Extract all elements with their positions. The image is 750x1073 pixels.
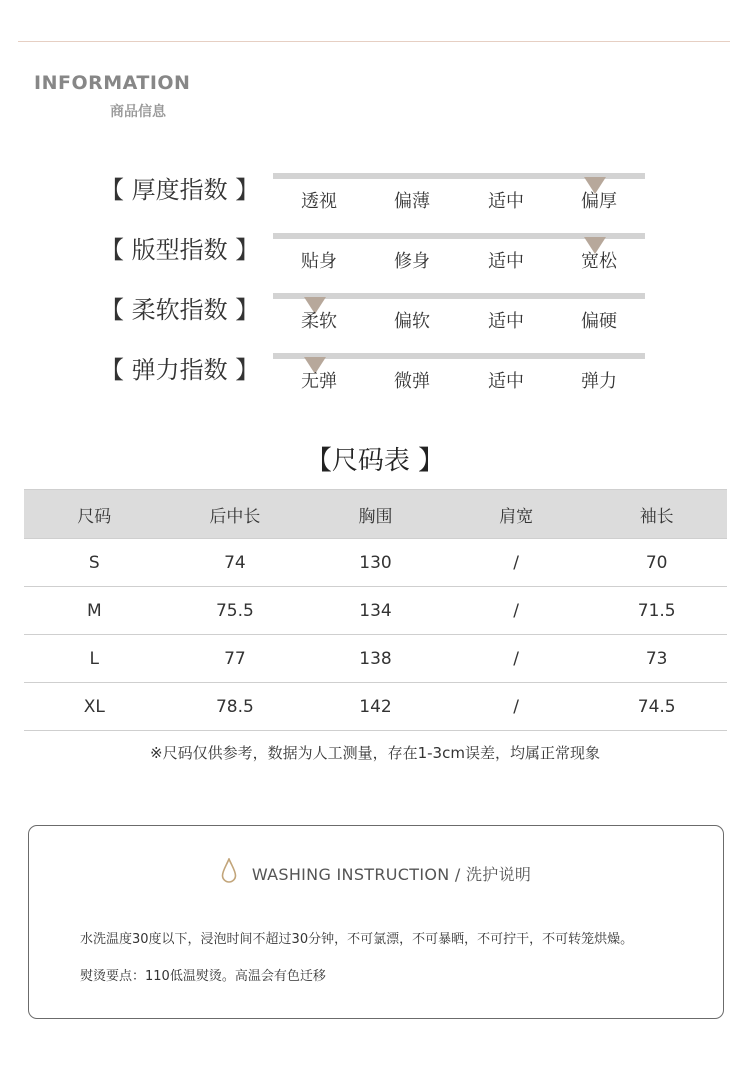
size-column-header: 肩宽 [446, 490, 587, 539]
size-chart-title: 【尺码表 】 [305, 446, 445, 476]
index-label: 【 厚度指数 】 [100, 176, 260, 204]
table-cell: / [446, 539, 587, 587]
washing-title: WASHING INSTRUCTION / 洗护说明 [251, 864, 532, 884]
table-row [24, 683, 727, 731]
index-row [0, 230, 750, 280]
index-option: 弹力 [581, 371, 617, 392]
table-cell: 138 [305, 635, 446, 683]
ironing-text-line: 熨烫要点：110低温熨烫。高温会有色迁移 [80, 969, 326, 984]
table-cell: L [24, 635, 165, 683]
index-row [0, 170, 750, 220]
table-row [24, 539, 727, 587]
table-cell: / [446, 683, 587, 731]
table-cell: S [24, 539, 165, 587]
size-table [24, 489, 727, 731]
index-option: 偏薄 [394, 191, 430, 212]
index-option: 宽松 [581, 251, 617, 272]
table-cell: / [446, 587, 587, 635]
index-option: 修身 [394, 251, 430, 272]
index-option: 微弹 [394, 371, 430, 392]
washing-instruction-box [28, 825, 724, 1019]
index-option: 适中 [488, 251, 524, 272]
index-option: 无弹 [301, 371, 337, 392]
index-label: 【 弹力指数 】 [100, 356, 260, 384]
table-cell: 70 [586, 539, 727, 587]
index-label: 【 柔软指数 】 [100, 296, 260, 324]
table-cell: 74.5 [586, 683, 727, 731]
table-cell: 74 [165, 539, 306, 587]
table-cell: 142 [305, 683, 446, 731]
index-scale-bar [273, 353, 645, 359]
section-title: INFORMATION [34, 72, 191, 94]
index-option: 偏硬 [581, 311, 617, 332]
index-row [0, 290, 750, 340]
index-option: 柔软 [301, 311, 337, 332]
size-column-header: 尺码 [24, 490, 165, 539]
table-cell: 130 [305, 539, 446, 587]
water-drop-icon [221, 858, 237, 888]
index-option: 适中 [488, 191, 524, 212]
size-table-body [24, 539, 727, 731]
size-column-header: 袖长 [586, 490, 727, 539]
index-scale-bar [273, 293, 645, 299]
top-divider [18, 41, 730, 42]
size-column-header: 后中长 [165, 490, 306, 539]
section-subtitle: 商品信息 [110, 104, 166, 120]
index-option: 偏厚 [581, 191, 617, 212]
table-cell: 73 [586, 635, 727, 683]
index-option: 透视 [301, 191, 337, 212]
washing-header [29, 858, 723, 888]
table-row [24, 635, 727, 683]
table-cell: 75.5 [165, 587, 306, 635]
table-cell: M [24, 587, 165, 635]
size-table-header [24, 490, 727, 539]
table-cell: XL [24, 683, 165, 731]
index-row [0, 350, 750, 400]
size-note: ※尺码仅供参考，数据为人工测量，存在1-3cm误差，均属正常现象 [150, 744, 600, 762]
table-cell: / [446, 635, 587, 683]
size-column-header: 胸围 [305, 490, 446, 539]
table-cell: 78.5 [165, 683, 306, 731]
table-cell: 71.5 [586, 587, 727, 635]
table-cell: 134 [305, 587, 446, 635]
washing-text-line: 水洗温度30度以下，浸泡时间不超过30分钟，不可氯漂，不可暴晒，不可拧干，不可转笼烘燥。 [80, 932, 634, 947]
index-label: 【 版型指数 】 [100, 236, 260, 264]
index-option: 贴身 [301, 251, 337, 272]
index-option: 适中 [488, 371, 524, 392]
index-option: 适中 [488, 311, 524, 332]
index-option: 偏软 [394, 311, 430, 332]
table-cell: 77 [165, 635, 306, 683]
table-row [24, 587, 727, 635]
